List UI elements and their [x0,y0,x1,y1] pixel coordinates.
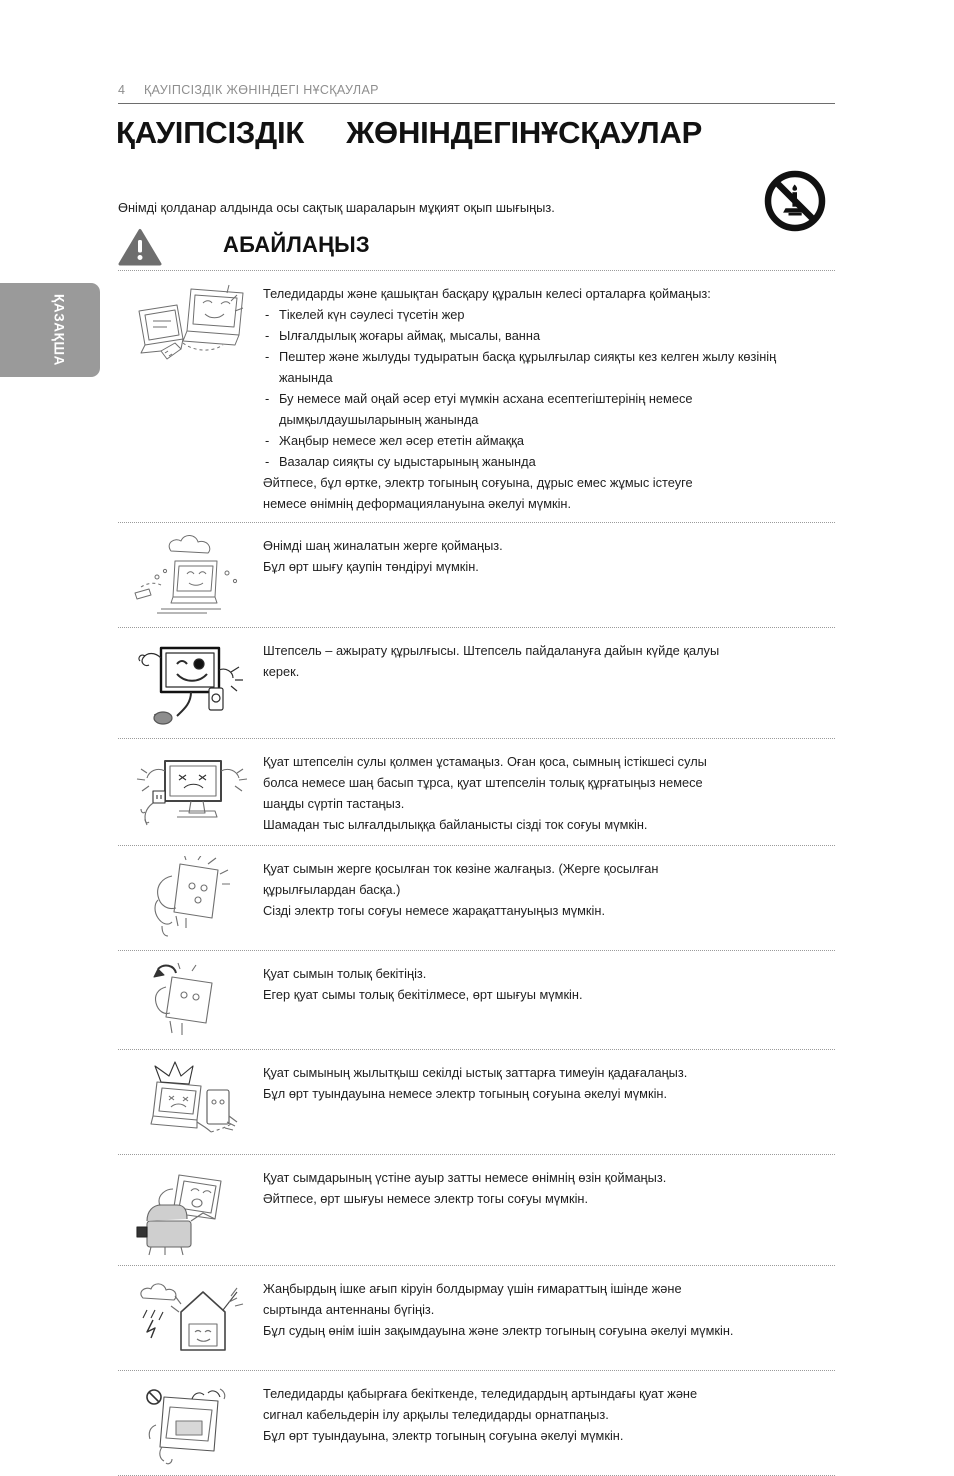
language-side-tab [0,283,100,377]
caution-label: АБАЙЛАҢЫЗ [223,232,370,257]
safety-item-line: Бұл өрт туындауына, электр тогының соғуына әкелуі мүмкін. [263,1428,624,1443]
safety-item-line: немесе өнімнің деформациялануына әкелуі мүмкін. [263,496,572,511]
language-side-tab-label: ҚАЗАҚША [51,294,67,366]
tv-plug-smile-illustration [118,636,263,730]
cord-heater-hot-illustration [118,1058,263,1146]
safety-item-line: Бұл судың өнім ішін зақымдауына және электр тогының соғуына әкелуі мүмкін. [263,1323,734,1338]
safety-item-line: Әйтпесе, өрт шығуы немесе электр тогы соғуы мүмкін. [263,1191,589,1206]
safety-item-bullet: - Бу немесе май оңай әсер етуі мүмкін асхана есептегіштерінің немесе дымқылдаушыларының жанында [263,388,831,430]
running-header-title: ҚАУІПСІЗДІК ЖӨНІНДЕГІ НҰСҚАУЛАР [144,83,379,97]
tv-wet-hands-illustration [118,747,263,837]
safety-item-text [263,1274,835,1341]
running-header [118,83,835,97]
safety-item [118,628,835,738]
plug-fully-insert-illustration [118,959,263,1041]
page-title: ҚАУІПСІЗДІК ЖӨНІНДЕГІНҰСҚАУЛАР [116,115,703,150]
safety-item-line: Қуат сымын толық бекітіңіз. [263,966,427,981]
safety-item-text [263,1379,835,1446]
safety-item-line: Сізді электр тогы соғуы немесе жарақаттануыңыз мүмкін. [263,903,605,918]
safety-item-intro: Теледидарды және қашықтан басқару құралын келесі орталарға қоймаңыз: [263,286,711,301]
safety-item-line: құрылғылардан басқа.) [263,882,401,897]
safety-item-line: Теледидарды қабырғаға бекіткенде, теледидардың артындағы қуат және [263,1386,698,1401]
safety-item-line: Егер қуат сымы толық бекітілмесе, өрт шығуы мүмкін. [263,987,583,1002]
safety-item-line: болса немесе шаң басып тұрса, қуат штепселін толық құрғатыңыз немесе [263,775,703,790]
safety-item-line: Қуат штепселін сулы қолмен ұстамаңыз. Оған қоса, сымның істікшесі сулы [263,754,707,769]
safety-item-line: Штепсель – ажырату құрылғысы. Штепсель пайдалануға дайын күйде қалуы [263,643,720,658]
safety-item [118,1050,835,1154]
safety-item-line: Қуат сымының жылытқыш секілді ыстық заттарға тимеуін қадағалаңыз. [263,1065,688,1080]
safety-item [118,1155,835,1265]
intro-text: Өнімді қолданар алдында осы сақтық шараларын мұқият оқып шығыңыз. [118,200,555,215]
safety-item-bullet: - Тікелей күн сәулесі түсетін жер [263,304,831,325]
safety-item-line: Қуат сымын жерге қосылған ток көзіне жалғаңыз. (Жерге қосылған [263,861,659,876]
safety-item [118,846,835,950]
safety-item-line: Шамадан тыс ылғалдылыққа байланысты сізді ток соғуы мүмкін. [263,817,648,832]
safety-item [118,523,835,627]
tv-dust-illustration [118,531,263,619]
tv-remote-sunlight-illustration [118,279,263,373]
safety-item [118,739,835,845]
safety-item [118,1266,835,1370]
grounded-outlet-illustration [118,854,263,942]
safety-item-text [263,1058,835,1104]
safety-item-text [263,747,835,835]
safety-item-line: шаңды сүртіп тастаңыз. [263,796,405,811]
safety-item-bullet: - Жаңбыр немесе жел әсер ететін аймаққа [263,430,831,451]
safety-item-line: сыртында антеннаны бүгіңіз. [263,1302,435,1317]
safety-item [118,951,835,1049]
safety-item-text [263,279,835,514]
safety-item-text [263,531,835,577]
safety-item-line: Жаңбырдың ішке ағып кіруін болдырмау үшін ғимараттың ішінде және [263,1281,682,1296]
safety-item-text [263,1163,835,1209]
safety-item-bullets [263,304,831,472]
safety-item-bullet: - Вазалар сияқты су ыдыстарының жанында [263,451,831,472]
safety-item-text [263,854,835,921]
safety-item-line: Қуат сымдарының үстіне ауыр затты немесе өнімнің өзін қоймаңыз. [263,1170,667,1185]
safety-item-line: керек. [263,664,300,679]
antenna-rain-house-illustration [118,1274,263,1362]
safety-item-bullet: - Пештер және жылуды тудыратын басқа құрылғылар сияқты кез келген жылу көзінің жанында [263,346,831,388]
safety-item [118,1371,835,1475]
no-open-flame-icon [762,168,828,234]
safety-item-line: Әйтпесе, бұл өртке, электр тогының соғуына, дұрыс емес жұмыс істеуге [263,475,693,490]
caution-heading [118,228,835,272]
safety-item-line: Бұл өрт туындауына немесе электр тогының соғуына әкелуі мүмкін. [263,1086,668,1101]
safety-item-bullet: - Ылғалдылық жоғары аймақ, мысалы, ванна [263,325,831,346]
safety-item-line: Өнімді шаң жиналатын жерге қоймаңыз. [263,538,503,553]
safety-item [118,271,835,522]
safety-items-list [118,270,835,1476]
warning-triangle-icon [118,228,162,268]
header-divider [118,103,835,104]
safety-item-line: Бұл өрт шығу қаупін төндіруі мүмкін. [263,559,479,574]
page-number: 4 [118,83,126,97]
wall-mount-cables-illustration [118,1379,263,1467]
safety-item-text [263,636,835,682]
heavy-object-on-cord-illustration [118,1163,263,1257]
safety-item-line: сигнал кабельдерін ілу арқылы теледидарды орнатпаңыз. [263,1407,609,1422]
safety-item-text [263,959,835,1005]
